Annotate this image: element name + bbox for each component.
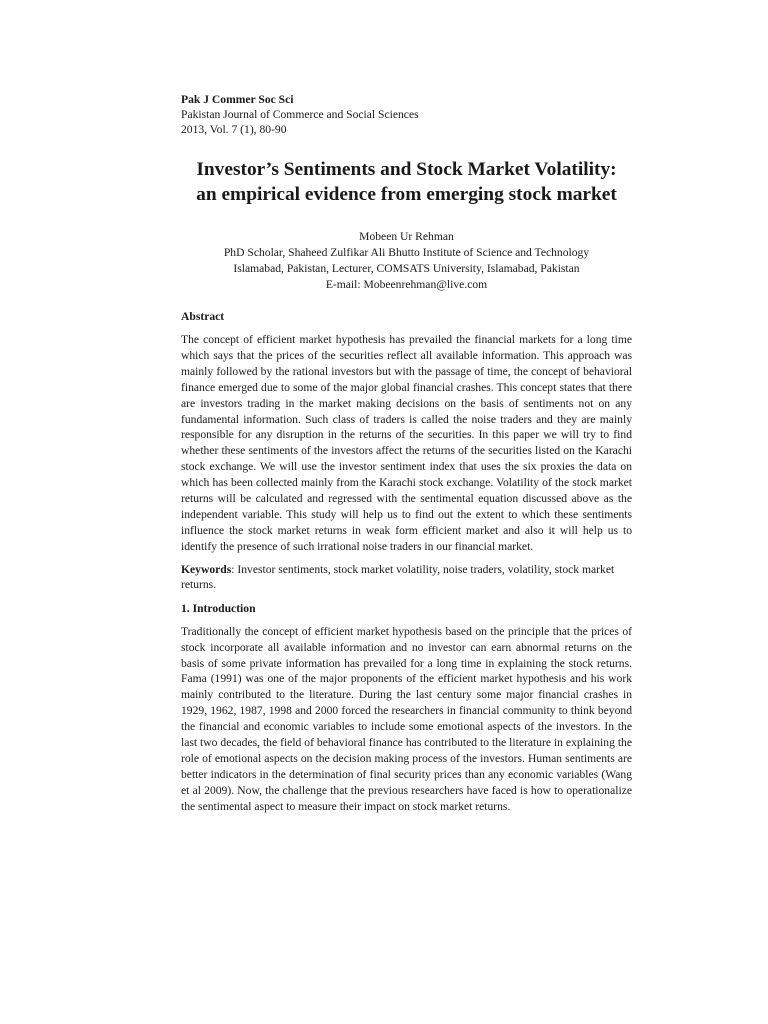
introduction-text: Traditionally the concept of efficient market hypothesis based on the principle that the prices of stock incorporate all available information and no investor can earn abnormal returns on the basis of some private information has prevailed for a long time in explaining the stock returns. Fama (1991) was one of the major proponents of the efficient market hypothesis and his work mainly contributed to the literature. During the last century some major financial crashes in 1929, 1962, 1987, 1998 and 2000 forced the researchers in financial community to think beyond the financial and economic variables to include some emotional aspects of the investors. In the last two decades, the field of behavioral finance has contributed to the literature in explaining the role of emotional aspects on the decision making process of the investors. Human sentiments are better indicators in the determination of final security prices than any economic variables (Wang et al 2009). Now, the challenge that the previous researchers have faced is how to operationalize the sentimental aspect to measure their impact on stock market returns. — [181, 624, 632, 813]
introduction-heading: 1. Introduction — [181, 601, 256, 615]
paper-page — [181, 92, 632, 815]
abstract-heading: Abstract — [181, 310, 225, 323]
journal-name: Pakistan Journal of Commerce and Social Sciences — [181, 108, 419, 121]
author-affiliation-1: PhD Scholar, Shaheed Zulfikar Ali Bhutto Institute of Science and Technology — [223, 246, 590, 259]
author-affiliation-2: Islamabad, Pakistan, Lecturer, COMSATS University, Islamabad, Pakistan — [233, 262, 580, 275]
author-block — [181, 229, 632, 293]
journal-issue: 2013, Vol. 7 (1), 80-90 — [181, 123, 287, 136]
keywords-label: Keywords — [181, 562, 232, 576]
paper-title-line-2: an empirical evidence from emerging stock market — [196, 184, 617, 205]
paper-title-line-1: Investor’s Sentiments and Stock Market Volatility: — [196, 159, 617, 180]
keywords — [181, 562, 632, 593]
author-email: E-mail: Mobeenrehman@live.com — [325, 278, 488, 291]
paper-title — [181, 157, 632, 207]
journal-abbreviation: Pak J Commer Soc Sci — [181, 93, 294, 106]
author-name: Mobeen Ur Rehman — [359, 230, 454, 243]
journal-header — [181, 92, 632, 137]
keywords-text: : Investor sentiments, stock market volatility, noise traders, volatility, stock market returns. — [181, 562, 615, 592]
abstract-text: The concept of efficient market hypothesis has prevailed the financial markets for a long time which says that the prices of the securities reflect all available information. This approach was mainly followed by the rational investors but with the passage of time, the concept of behavioral finance emerged due to some of the major global financial crashes. This concept states that there are investors trading in the market making decisions on the basis of sentiments not on any fundamental information. Such class of traders is called the noise traders and they are mainly responsible for any disruption in the returns of the securities. In this paper we will try to find whether these sentiments of the investors affect the returns of the securities listed on the Karachi stock exchange. We will use the investor sentiment index that uses the six proxies the data on which has been collected mainly from the Karachi stock exchange. Volatility of the stock market returns will be calculated and regressed with the sentimental equation discussed above as the independent variable. This study will help us to find out the extent to which these sentiments influence the stock market returns in weak form efficient market and also it will help us to identify the presence of such irrational noise traders in our financial market. — [181, 333, 632, 553]
